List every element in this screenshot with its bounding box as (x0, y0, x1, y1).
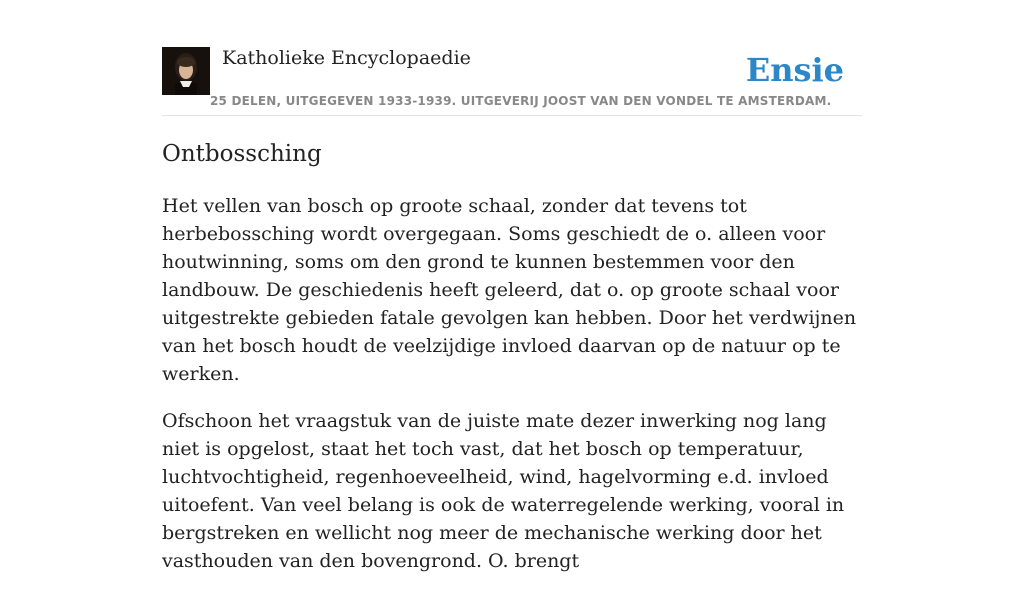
entry-title: Ontbossching (162, 141, 322, 167)
source-title[interactable]: Katholieke Encyclopaedie (222, 47, 471, 69)
entry-paragraph-2: Ofschoon het vraagstuk van de juiste mate dezer inwerking nog lang niet is opgelost, staat het toch vast, dat het bosch op temperatuur, luchtvochtigheid, regenhoeveelheid, wind, hagelvorming e.d. invloed uitoefent. Van veel belang is ook de waterregelende werking, vooral in bergstreken en wellicht nog meer de mechanische werking door het vasthouden van den bovengrond. O. brengt (162, 410, 845, 572)
entry-body (162, 192, 862, 594)
ensie-logo-link[interactable]: Ensie (745, 51, 844, 89)
source-subtitle: 25 DELEN, UITGEGEVEN 1933-1939. UITGEVERIJ JOOST VAN DEN VONDEL TE AMSTERDAM. (210, 94, 832, 108)
portrait-avatar[interactable] (162, 47, 210, 95)
portrait-icon (162, 47, 210, 95)
source-header (162, 46, 862, 116)
entry-paragraph-1: Het vellen van bosch op groote schaal, zonder dat tevens tot herbebossching wordt overgegaan. Soms geschiedt de o. alleen voor houtwinning, soms om den grond te kunnen bestemmen voor den landbouw. De geschiedenis heeft geleerd, dat o. op groote schaal voor uitgestrekte gebieden fatale gevolgen kan hebben. Door het verdwijnen van het bosch houdt de veelzijdige invloed daarvan op de natuur op te werken. (162, 195, 857, 385)
